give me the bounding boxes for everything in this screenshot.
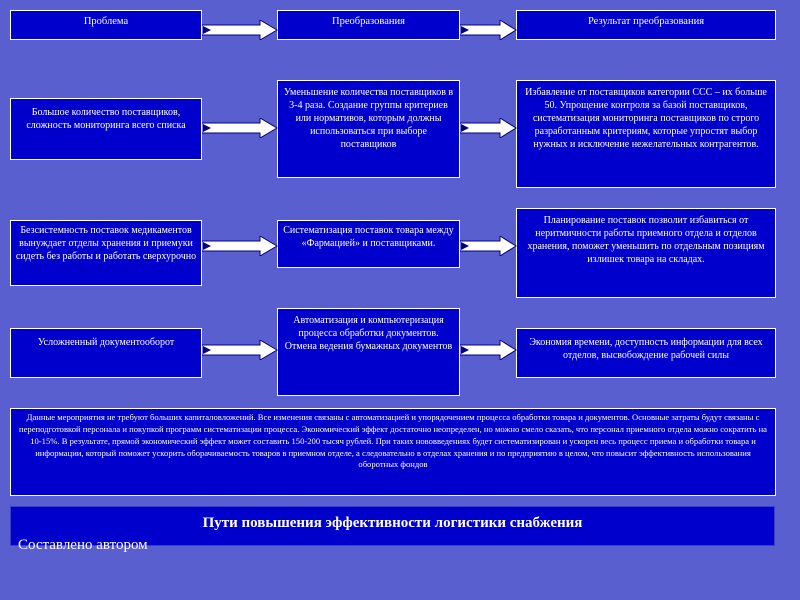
page-title: Пути повышения эффективности логистики снабжения [202,515,583,531]
row3-problem [10,328,202,378]
arrow-icon [202,236,278,256]
header-result [516,10,776,40]
header-problem [10,10,202,40]
row1-problem-text: Большое количество поставщиков, сложность мониторинга всего списка [26,107,186,131]
summary-note [10,408,776,496]
header-problem-label: Проблема [83,16,129,27]
row3-result [516,328,776,378]
arrow-icon [202,118,278,138]
source-credit: Составлено автором [18,537,148,553]
arrow-icon [202,20,278,40]
row2-problem [10,220,202,286]
row1-transformation-text: Уменьшение количества поставщиков в 3-4 раза. Создание группы критериев или нормативов, которым должны использоваться при выборе поставщиков [283,87,454,150]
row3-transformation [277,308,460,396]
arrow-icon [460,340,517,360]
row3-transformation-text: Автоматизация и компьютеризация процесса обработки документов. Отмена ведения бумажных документов [284,315,453,352]
row2-problem-text: Безсистемность поставок медикаментов вынуждает отделы хранения и приемуки сидеть без работы и работать сверхурочно [15,225,197,262]
row1-result-text: Избавление от поставщиков категории ССС – их больше 50. Упрощение контроля за базой поставщиков, систематизация мониторинга поставщиков по строго разработанным критериям, которые упростят выбор нужных и исключение нежелательных контрагентов. [525,87,767,150]
arrow-icon [460,20,517,40]
row2-result [516,208,776,298]
arrow-icon [202,340,278,360]
header-result-label: Результат преобразования [587,16,705,27]
arrow-icon [460,236,517,256]
header-transformation [277,10,460,40]
row2-transformation [277,220,460,268]
row1-transformation [277,80,460,178]
row3-result-text: Экономия времени, доступность информации для всех отделов, высвобождение рабочей силы [529,337,763,361]
row3-problem-text: Усложненный документооборот [37,337,175,348]
row2-transformation-text: Систематизация поставок товара между «Фармацией» и поставщиками. [283,225,454,249]
arrow-icon [460,118,517,138]
header-transformation-label: Преобразования [332,16,405,27]
summary-note-text: Данные мероприятия не требуют больших капиталовложений. Все изменения связаны с автоматизацией и упорядочением процесса обработки товара и документов. Основные затраты будут связаны с переподготовкой персонала и покупкой программ систематизации процесса. Экономический эффект достаточно неопределен, но можно смело сказать, что персонал приемного отдела можно сократить на 10-15%. В результате, прямой экономический эффект может составить 150-200 тысяч рублей. При таких нововведениях будет систематизирован и ускорен весь процесс приема и обработки товара и информации, который поможет ускорить оборачиваемость товаров в приемном отделе, а следовательно в отделах хранения и по предприятию в целом, что повысит эффективность использования оборотных фондов [18,412,767,470]
row1-problem [10,98,202,160]
row2-result-text: Планирование поставок позволит избавиться от неритмичности работы приемного отдела и отделов хранения, поможет уменьшить по отдельным позициям излишек товара на складах. [527,215,765,265]
row1-result [516,80,776,188]
